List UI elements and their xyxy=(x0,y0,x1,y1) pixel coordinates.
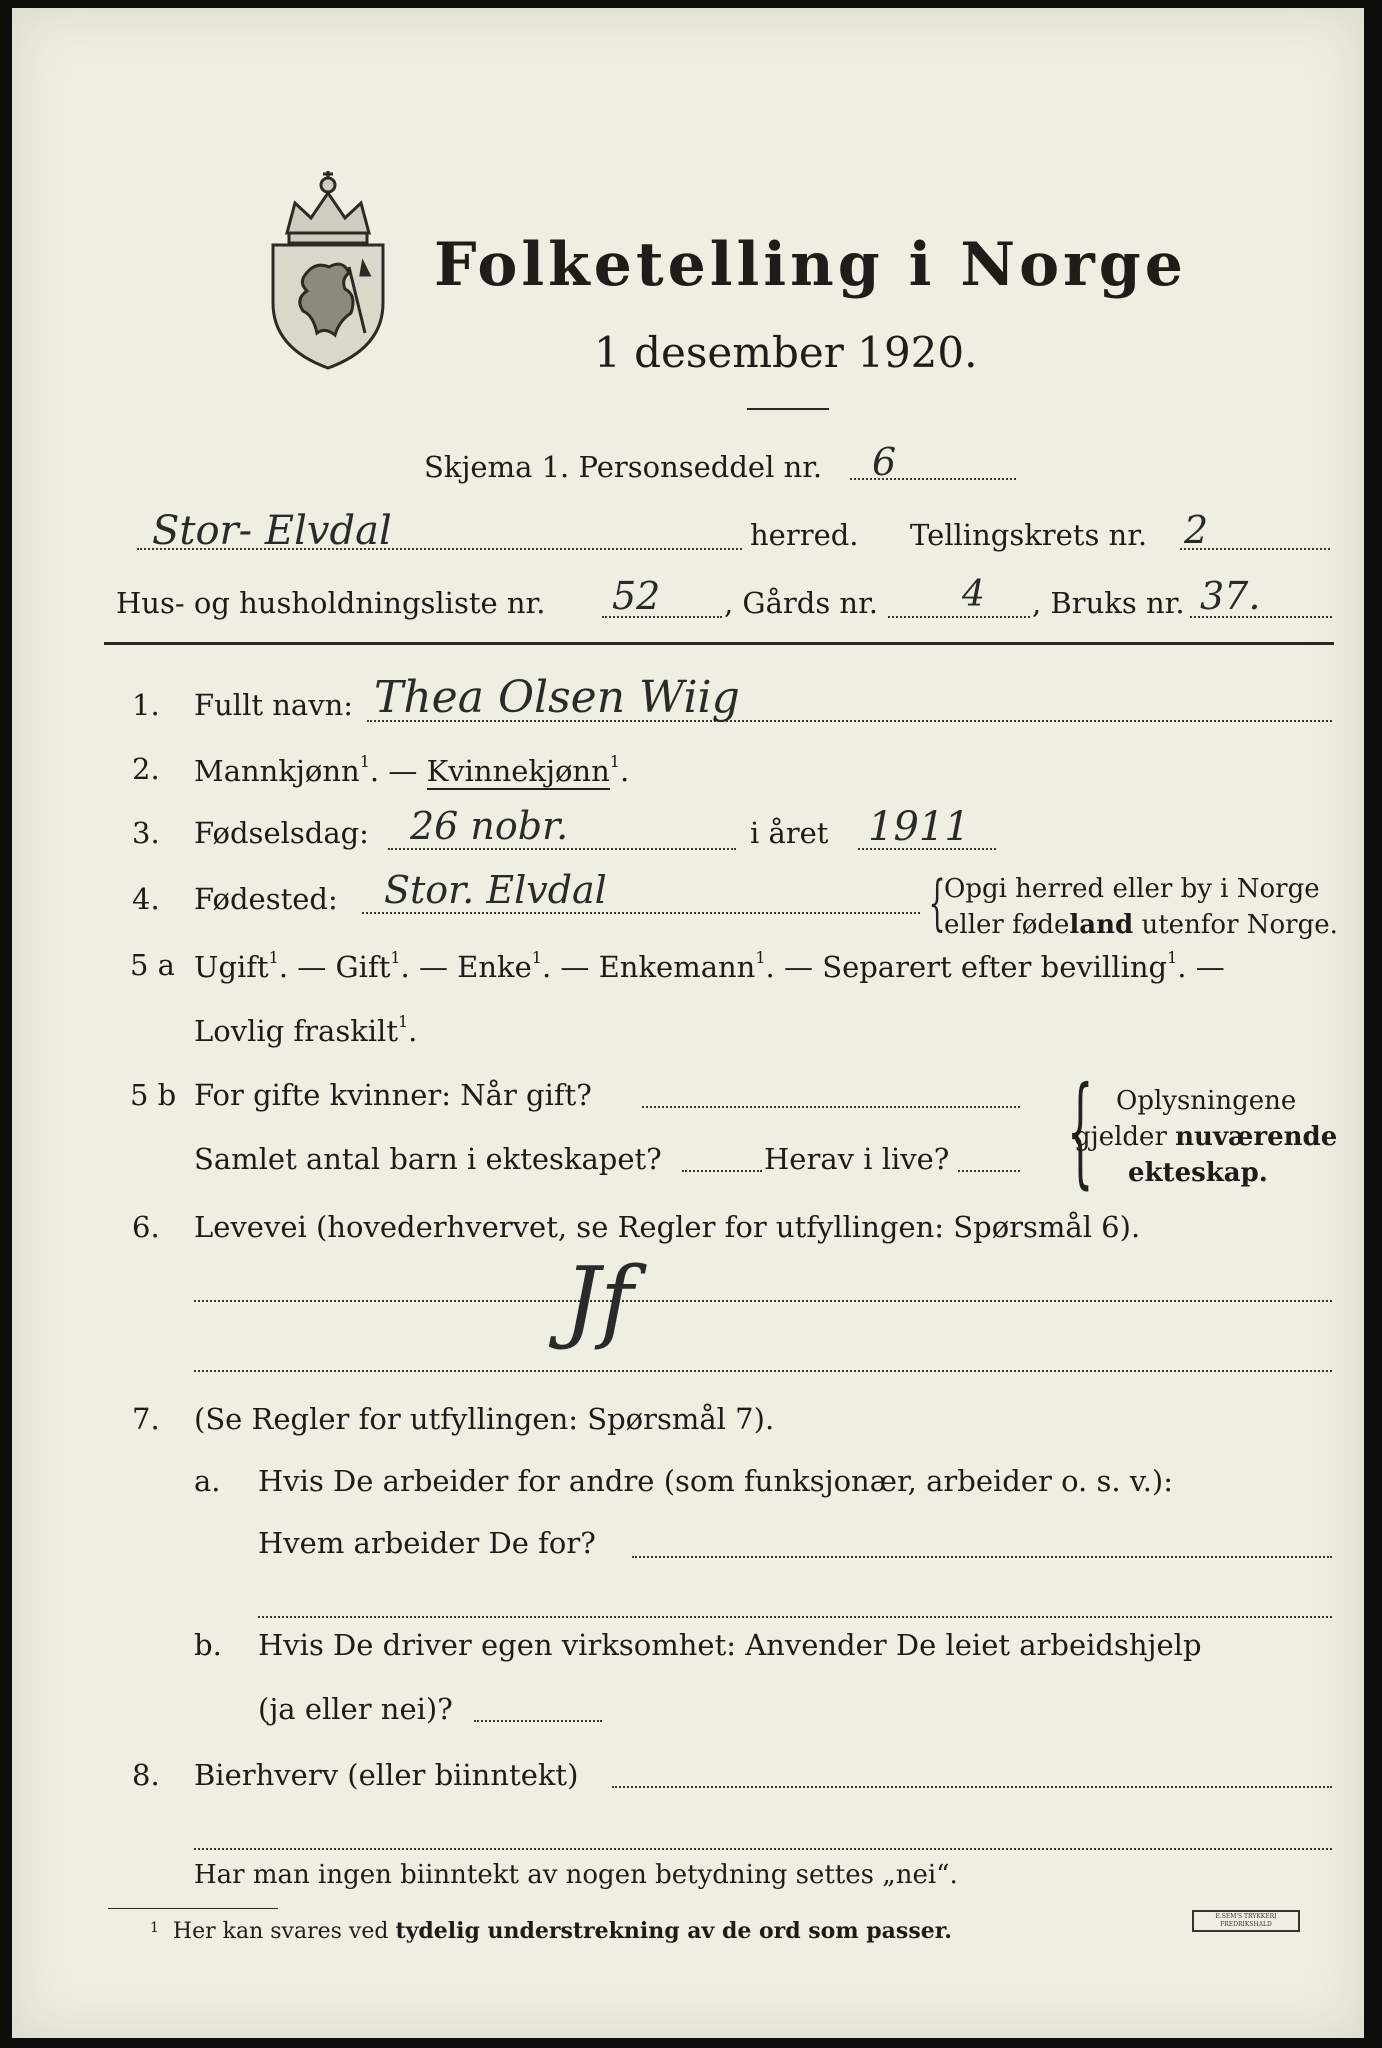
q4-number: 4. xyxy=(132,882,160,916)
q5a-options[interactable]: Ugift$^1$. — Gift$^1$. — Enke$^1$. — Enkemann$^1$. — Separert efter bevilling$^1$. — xyxy=(194,948,1225,984)
q7a-line-2 xyxy=(258,1616,1332,1618)
q8-label: Bierhverv (eller biinntekt) xyxy=(194,1758,579,1792)
q6-line-2 xyxy=(194,1370,1332,1372)
q7b-label-2: (ja eller nei)? xyxy=(258,1692,453,1726)
q8-number: 8. xyxy=(132,1758,160,1792)
q7a-label-2: Hvem arbeider De for? xyxy=(258,1526,596,1560)
q5b-married-line xyxy=(642,1106,1020,1108)
q3-value[interactable]: 26 nobr. xyxy=(410,804,569,848)
bruks-label: , Bruks nr. xyxy=(1032,586,1185,620)
herred-value[interactable]: Stor- Elvdal xyxy=(152,508,392,554)
q7-label: (Se Regler for utfyllingen: Spørsmål 7). xyxy=(194,1402,775,1436)
q7b-line xyxy=(474,1720,602,1722)
q5b-children-line xyxy=(682,1170,762,1172)
gards-line xyxy=(888,616,1030,618)
bruks-value[interactable]: 37. xyxy=(1200,574,1261,618)
q5a-options-line2[interactable]: Lovlig fraskilt$^1$. xyxy=(194,1012,418,1048)
q1-label: Fullt navn: xyxy=(194,688,354,722)
norwegian-coat-of-arms-icon xyxy=(265,163,391,375)
census-date: 1 desember 1920. xyxy=(594,328,978,377)
q3-number: 3. xyxy=(132,816,160,850)
form-title: Folketelling i Norge xyxy=(434,230,1187,300)
q5b-note-line1: Oplysningene xyxy=(1116,1086,1297,1116)
q8-line-1 xyxy=(612,1786,1332,1788)
gards-value[interactable]: 4 xyxy=(962,574,985,615)
footnote-divider xyxy=(108,1908,278,1909)
q4-note-line1: Opgi herred eller by i Norge xyxy=(944,874,1320,904)
q5b-number: 5 b xyxy=(130,1078,177,1112)
q2-label-male: Mannkjønn xyxy=(194,754,360,788)
q2-label-female: Kvinnekjønn xyxy=(426,754,610,788)
q4-brace: { xyxy=(928,868,946,938)
husliste-value[interactable]: 52 xyxy=(612,574,661,618)
header-divider xyxy=(104,642,1334,645)
q5b-label-children: Samlet antal barn i ekteskapet? xyxy=(194,1142,662,1176)
q3-label: Fødselsdag: xyxy=(194,816,369,850)
q8-line-2 xyxy=(194,1848,1332,1850)
q5b-label-married: For gifte kvinner: Når gift? xyxy=(194,1078,592,1112)
q7a-number: a. xyxy=(194,1464,221,1498)
footnote: $^1$ Her kan svares ved tydelig understrekning av de ord som passer. xyxy=(150,1918,952,1944)
q2-number: 2. xyxy=(132,752,160,786)
personseddel-value[interactable]: 6 xyxy=(872,440,897,484)
q5b-alive-line xyxy=(958,1170,1020,1172)
q3-date-line xyxy=(388,848,736,850)
title-divider xyxy=(747,408,829,410)
q7a-label: Hvis De arbeider for andre (som funksjonær, arbeider o. s. v.): xyxy=(258,1464,1174,1498)
biinntekt-note: Har man ingen biinntekt av nogen betydning settes „nei“. xyxy=(194,1860,958,1890)
herred-label: herred. xyxy=(750,518,859,552)
q6-value[interactable]: Jf xyxy=(564,1248,634,1353)
tellingskrets-value[interactable]: 2 xyxy=(1184,508,1209,552)
q7b-label: Hvis De driver egen virksomhet: Anvender De leiet arbeidshjelp xyxy=(258,1628,1202,1662)
q5b-note-line2: gjelder nuværende xyxy=(1074,1122,1338,1152)
gards-label: , Gårds nr. xyxy=(724,586,878,620)
q3-year-label: i året xyxy=(750,816,829,850)
q1-number: 1. xyxy=(132,688,160,722)
q6-line-1 xyxy=(194,1300,1332,1302)
q7a-line-1 xyxy=(632,1556,1332,1558)
q4-value[interactable]: Stor. Elvdal xyxy=(384,868,607,912)
q4-line xyxy=(362,912,920,914)
printer-stamp: E.SEM'S TRYKKERI FREDRIKSHALD xyxy=(1192,1910,1300,1932)
q5b-note-line3: ekteskap. xyxy=(1128,1158,1268,1188)
q7-number: 7. xyxy=(132,1402,160,1436)
q2-separator: . — xyxy=(369,754,427,788)
q5a-number: 5 a xyxy=(130,948,175,982)
skjema-label: Skjema 1. Personseddel nr. xyxy=(424,450,823,484)
husliste-label: Hus- og husholdningsliste nr. xyxy=(116,586,546,620)
q6-number: 6. xyxy=(132,1210,160,1244)
census-form-page xyxy=(12,8,1364,2038)
q6-label: Levevei (hovederhvervet, se Regler for utfyllingen: Spørsmål 6). xyxy=(194,1210,1141,1244)
q2-option-mannkjonn[interactable]: Mannkjønn$^1$. — Kvinnekjønn$^1$. xyxy=(194,752,630,788)
q3-year-value[interactable]: 1911 xyxy=(868,804,970,850)
q5b-label-alive: Herav i live? xyxy=(764,1142,950,1176)
q4-label: Fødested: xyxy=(194,882,338,916)
q1-value[interactable]: Thea Olsen Wiig xyxy=(374,672,740,723)
q7b-number: b. xyxy=(194,1628,222,1662)
q5b-brace: { xyxy=(1066,1062,1094,1201)
q4-note-line2: eller fødeland utenfor Norge. xyxy=(944,910,1338,940)
tellingskrets-label: Tellingskrets nr. xyxy=(910,518,1148,552)
